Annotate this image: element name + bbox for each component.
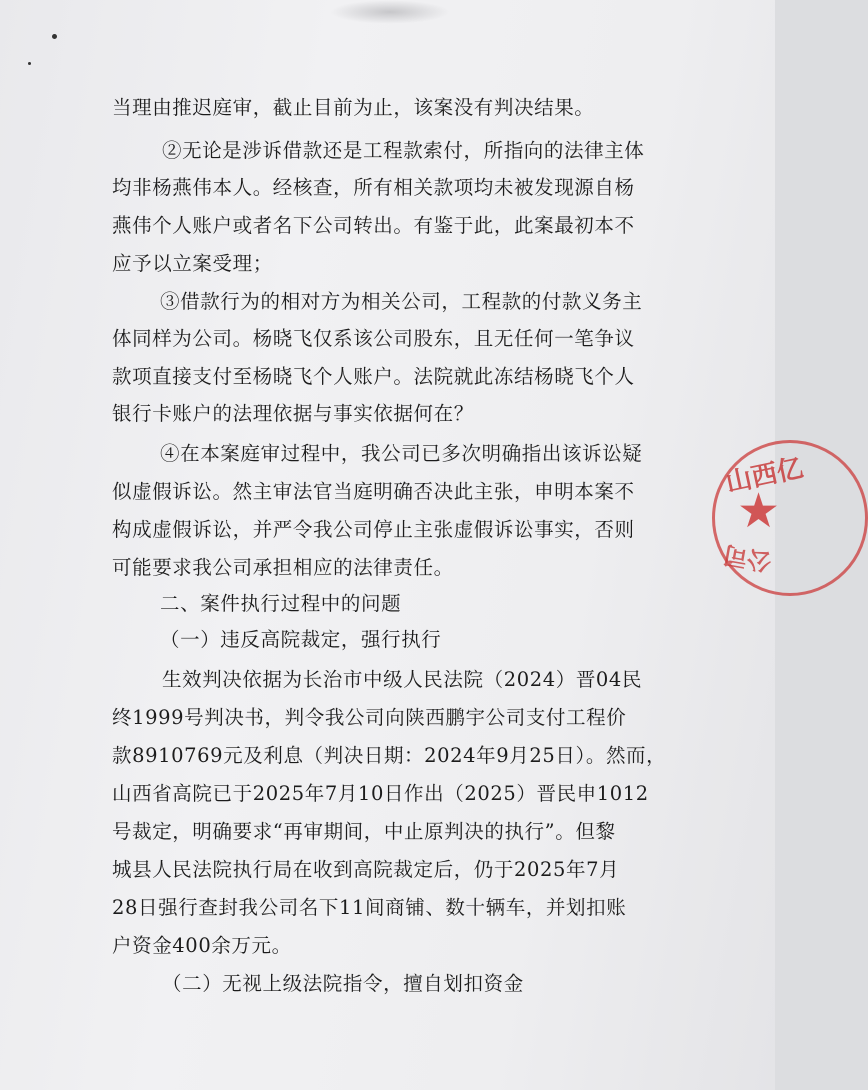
- text-line-13: 可能要求我公司承担相应的法律责任。: [112, 556, 454, 579]
- seal-text-top: 山西亿: [723, 453, 806, 499]
- text-line-11: 似虚假诉讼。然主审法官当庭明确否决此主张，申明本案不: [112, 480, 635, 503]
- section-heading: 二、案件执行过程中的问题: [160, 592, 402, 615]
- text-line-3: 均非杨燕伟本人。经核查，所有相关款项均未被发现源自杨: [112, 176, 635, 199]
- text-line-5: 应予以立案受理；: [112, 252, 273, 275]
- text-line-19: 山西省高院已于2025年7月10日作出（2025）晋民申1012: [112, 782, 649, 805]
- text-line-4: 燕伟个人账户或者名下公司转出。有鉴于此，此案最初本不: [112, 214, 635, 237]
- text-line-10: ④在本案庭审过程中，我公司已多次明确指出该诉讼疑: [160, 442, 643, 465]
- seal-text-bottom: 公司: [721, 540, 774, 576]
- text-line-21: 城县人民法院执行局在收到高院裁定后，仍于2025年7月: [112, 858, 620, 881]
- paper-shadow: [330, 0, 450, 24]
- text-line-12: 构成虚假诉讼，并严令我公司停止主张虚假诉讼事实，否则: [112, 518, 635, 541]
- text-line-2: ②无论是涉诉借款还是工程款索付，所指向的法律主体: [162, 139, 645, 162]
- text-line-18: 款8910769元及利息（判决日期：2024年9月25日）。然而，: [112, 744, 667, 767]
- subsection-heading-1: （一）违反高院裁定，强行执行: [160, 628, 442, 651]
- ink-speck: [52, 34, 57, 39]
- company-seal: [712, 440, 868, 596]
- text-line-9: 银行卡账户的法理依据与事实依据何在？: [112, 402, 474, 425]
- seal-star-icon: ★: [737, 483, 781, 539]
- text-line-20: 号裁定，明确要求“再审期间，中止原判决的执行”。但黎: [112, 820, 616, 843]
- text-line-7: 体同样为公司。杨晓飞仅系该公司股东，且无任何一笔争议: [112, 327, 635, 350]
- text-line-1: 当理由推迟庭审，截止目前为止，该案没有判决结果。: [112, 96, 595, 119]
- ink-speck: [28, 62, 31, 65]
- text-line-17: 终1999号判决书，判令我公司向陕西鹏宇公司支付工程价: [112, 706, 627, 729]
- text-line-8: 款项直接支付至杨晓飞个人账户。法院就此冻结杨晓飞个人: [112, 365, 635, 388]
- text-line-22: 28日强行查封我公司名下11间商铺、数十辆车，并划扣账: [112, 896, 627, 919]
- text-line-6: ③借款行为的相对方为相关公司，工程款的付款义务主: [160, 290, 643, 313]
- text-line-23: 户资金400余万元。: [112, 934, 292, 957]
- subsection-heading-2: （二）无视上级法院指令，擅自划扣资金: [162, 972, 524, 995]
- text-line-16: 生效判决依据为长治市中级人民法院（2024）晋04民: [162, 668, 643, 691]
